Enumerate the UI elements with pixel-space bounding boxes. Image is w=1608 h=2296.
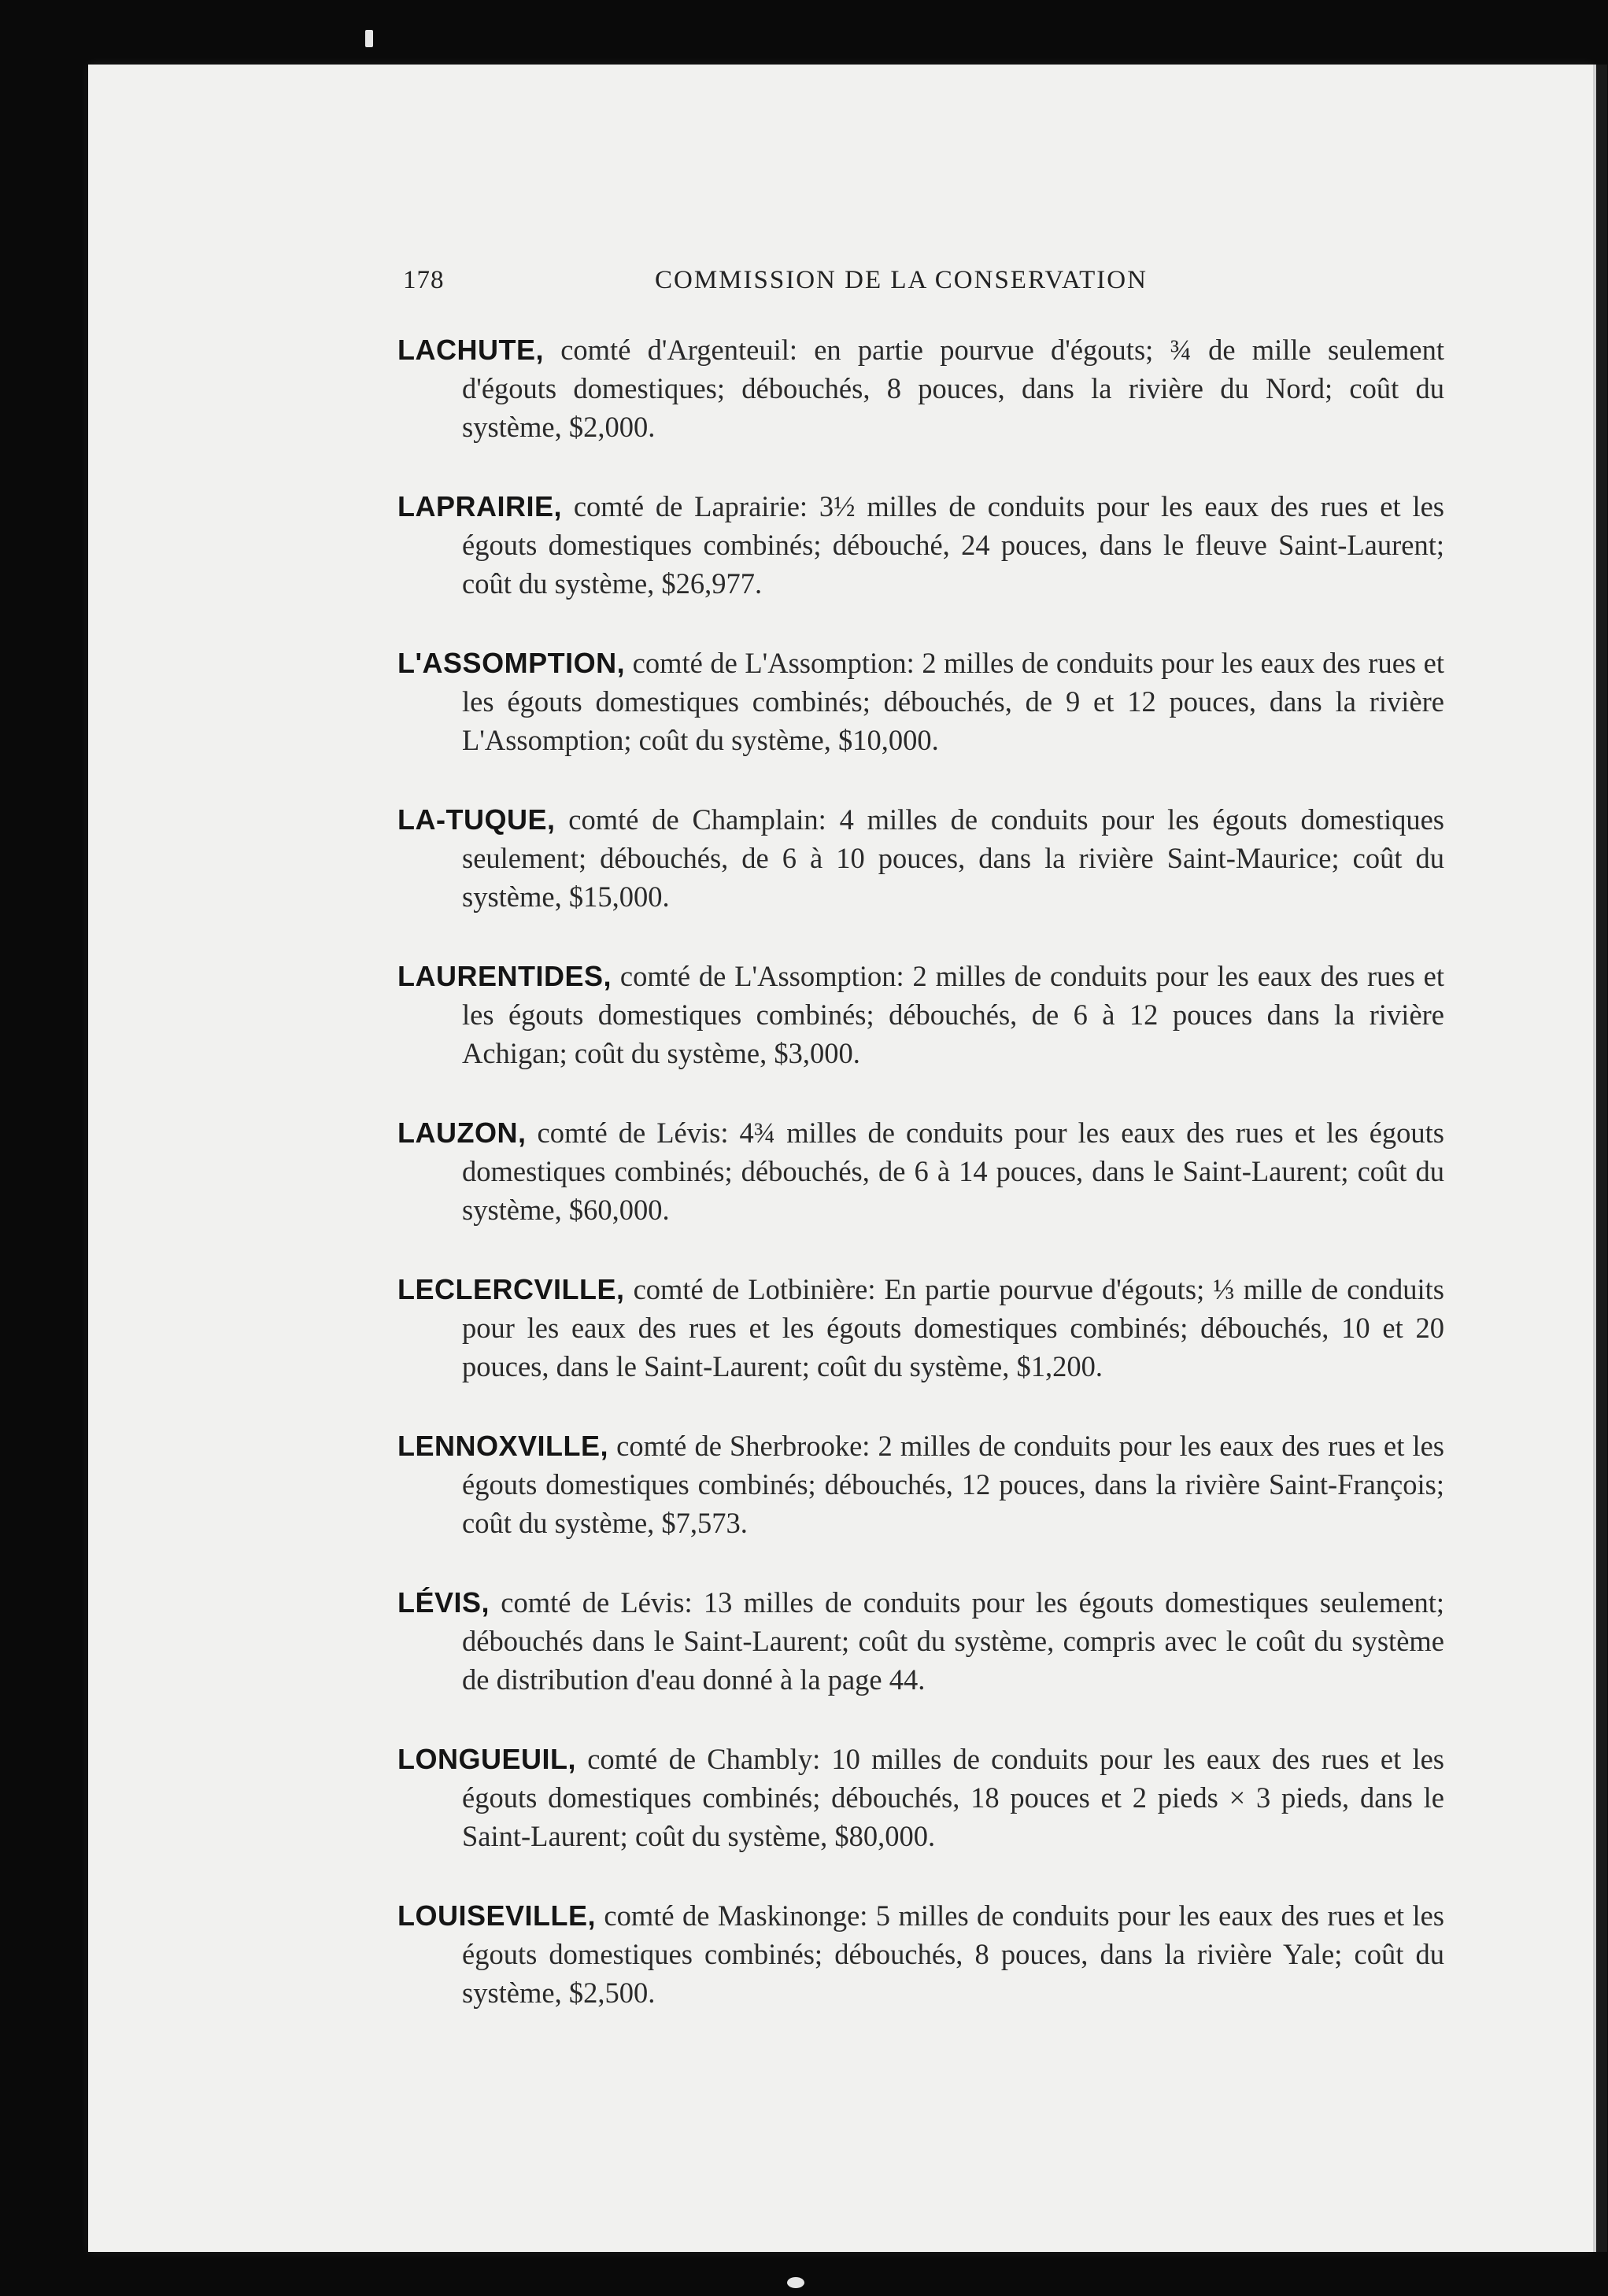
entry-text: comté de Laprairie: 3½ milles de conduits pour les eaux des rues et les égouts domestiques combinés; débouché, 24 pouces, dans le fleuve Saint-Laurent; coût du système, $26,977.: [462, 490, 1444, 600]
entry-la-tuque: [397, 800, 1444, 916]
entry-text: comté de Chambly: 10 milles de conduits pour les eaux des rues et les égouts domestiques combinés; débouchés, 18 pouces et 2 pieds × 3 pieds, dans le Saint-Laurent; coût du système, $80,000.: [462, 1743, 1444, 1852]
entry-name: LA-TUQUE,: [397, 803, 556, 836]
entry-text: comté de Maskinonge: 5 milles de conduits pour les eaux des rues et les égouts domestiques combinés; débouchés, 8 pouces, dans la rivière Yale; coût du système, $2,500.: [462, 1899, 1444, 2009]
entry-levis: [397, 1583, 1444, 1699]
entry-name: LAURENTIDES,: [397, 960, 612, 992]
entry-text: comté de Lévis: 4¾ milles de conduits pour les eaux des rues et les égouts domestiques combinés; débouchés, de 6 à 14 pouces, dans le Saint-Laurent; coût du système, $60,000.: [462, 1117, 1444, 1226]
entry-text: comté de Champlain: 4 milles de conduits pour les égouts domestiques seulement; débouchés, de 6 à 10 pouces, dans la rivière Saint-Maurice; coût du système, $15,000.: [462, 803, 1444, 913]
page-number: 178: [403, 266, 445, 294]
entry-laprairie: [397, 487, 1444, 603]
entry-text: comté de L'Assomption: 2 milles de conduits pour les eaux des rues et les égouts domestiques combinés; débouchés, de 6 à 12 pouces dans la rivière Achigan; coût du système, $3,000.: [462, 960, 1444, 1069]
entry-lachute: [397, 330, 1444, 446]
entry-laurentides: [397, 957, 1444, 1072]
entry-text: comté de Lotbinière: En partie pourvue d'égouts; ⅓ mille de conduits pour les eaux des rues et les égouts domestiques combinés; débouchés, 10 et 20 pouces, dans le Saint-Laurent; coût du système, $1,200.: [462, 1273, 1444, 1382]
entry-name: LENNOXVILLE,: [397, 1430, 609, 1462]
scan-artifact-mark: [787, 2277, 804, 2288]
entry-name: LECLERCVILLE,: [397, 1273, 625, 1305]
entry-name: LACHUTE,: [397, 334, 544, 366]
entry-name: LONGUEUIL,: [397, 1743, 576, 1775]
running-head: [403, 266, 1190, 305]
entry-name: LOUISEVILLE,: [397, 1899, 597, 1932]
entry-name: LAPRAIRIE,: [397, 490, 563, 522]
entry-list: [397, 330, 1444, 2053]
entry-text: comté d'Argenteuil: en partie pourvue d'égouts; ¾ de mille seulement d'égouts domestiques; débouchés, 8 pouces, dans la rivière du Nord; coût du système, $2,000.: [462, 334, 1444, 443]
entry-name: LÉVIS,: [397, 1586, 490, 1619]
entry-longueuil: [397, 1740, 1444, 1855]
scan-artifact-mark: [365, 30, 373, 47]
page-edge: [1593, 65, 1607, 2252]
entry-lauzon: [397, 1113, 1444, 1229]
entry-name: L'ASSOMPTION,: [397, 647, 626, 679]
entry-text: comté de Lévis: 13 milles de conduits pour les égouts domestiques seulement; débouchés dans le Saint-Laurent; coût du système, compris avec le coût du système de distribution d'eau donné à la page 44.: [462, 1586, 1444, 1696]
entry-text: comté de L'Assomption: 2 milles de conduits pour les eaux des rues et les égouts domestiques combinés; débouchés, de 9 et 12 pouces, dans la rivière L'Assomption; coût du système, $10,000.: [462, 647, 1444, 756]
entry-name: LAUZON,: [397, 1117, 527, 1149]
entry-text: comté de Sherbrooke: 2 milles de conduits pour les eaux des rues et les égouts domestiques combinés; débouchés, 12 pouces, dans la rivière Saint-François; coût du système, $7,573.: [462, 1430, 1444, 1539]
entry-lennoxville: [397, 1427, 1444, 1542]
entry-leclercville: [397, 1270, 1444, 1386]
entry-lassomption: [397, 644, 1444, 759]
entry-louiseville: [397, 1896, 1444, 2012]
running-title: COMMISSION DE LA CONSERVATION: [655, 266, 1148, 294]
